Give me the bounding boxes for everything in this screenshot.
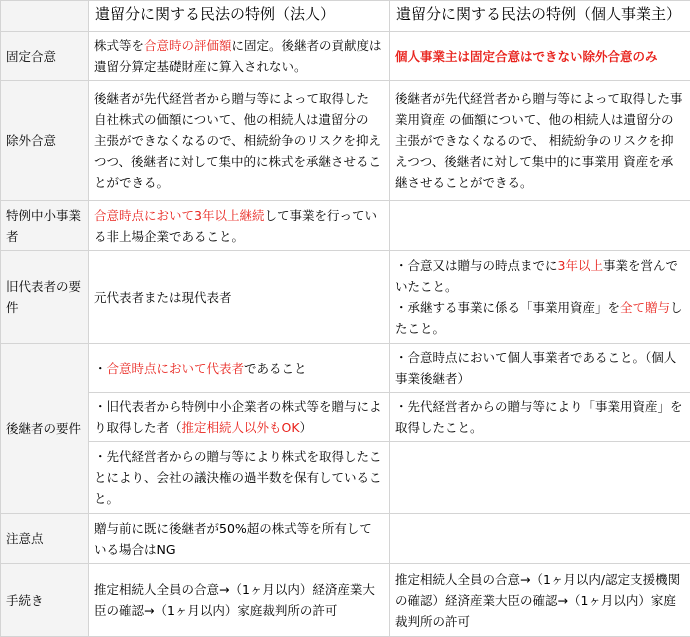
cell-individual: 個人事業主は固定合意はできない除外合意のみ: [390, 32, 690, 81]
cell-individual-empty: [390, 201, 690, 251]
row-notes: [1, 514, 690, 564]
header-corner: [1, 1, 89, 32]
row-exclusion-agreement: [1, 81, 690, 201]
row-procedure: [1, 564, 690, 637]
header-individual: 遺留分に関する民法の特例（個人事業主）: [390, 1, 690, 32]
cell-corporate: 株式等を合意時の評価額に固定。後継者の貢献度は遺留分算定基礎財産に算入されない。: [89, 32, 390, 81]
cell-corporate: 推定相続人全員の合意→（1ヶ月以内）経済産業大臣の確認→（1ヶ月以内）家庭裁判所の許可: [89, 564, 390, 637]
row-successor-requirements-3: [1, 442, 690, 514]
row-label: 後継者の要件: [1, 344, 89, 514]
cell-individual: ・先代経営者からの贈与等により「事業用資産」を取得したこと。: [390, 393, 690, 442]
highlight-text: 全て贈与: [620, 300, 670, 315]
cell-individual: 後継者が先代経営者から贈与等によって取得した事業用資産 の価額について、他の相続人は遺留分の主張ができなくなるので、 相続紛争のリスクを抑えつつ、後継者に対して集中的に事業用 資産を承継させることができる。: [390, 81, 690, 201]
row-successor-requirements-2: [1, 393, 690, 442]
highlight-text: 合意時点において3年以上継続: [94, 208, 264, 223]
requirement-item: ・承継する事業に係る「事業用資産」を全て贈与したこと。: [395, 297, 685, 339]
cell-corporate: 後継者が先代経営者から贈与等によって取得した 自社株式の価額について、他の相続人は遺留分の 主張ができなくなるので、相続紛争のリスクを抑えつつ、後継者に対して集中的に株式を承継させることができる。: [89, 81, 390, 201]
row-fixed-agreement: [1, 32, 690, 81]
cell-corporate: 合意時点において3年以上継続して事業を行っている非上場企業であること。: [89, 201, 390, 251]
cell-individual: ・合意時点において個人事業者であること。（個人事業後継者）: [390, 344, 690, 393]
row-successor-requirements: [1, 344, 690, 393]
cell-individual-empty: [390, 442, 690, 514]
highlight-text: 推定相続人以外もOK: [182, 420, 300, 435]
header-row: [1, 1, 690, 32]
cell-individual: 推定相続人全員の合意→（1ヶ月以内/認定支援機関の確認）経済産業大臣の確認→（1ヶ月以内）家庭裁判所の許可: [390, 564, 690, 637]
row-special-sme: [1, 201, 690, 251]
cell-individual: [390, 251, 690, 344]
row-label: 注意点: [1, 514, 89, 564]
header-corporate: 遺留分に関する民法の特例（法人）: [89, 1, 390, 32]
row-label: 特例中小事業者: [1, 201, 89, 251]
row-predecessor-requirements: [1, 251, 690, 344]
row-label: 固定合意: [1, 32, 89, 81]
cell-corporate: ・合意時点において代表者であること: [89, 344, 390, 393]
requirement-item: ・合意又は贈与の時点までに3年以上事業を営んでいたこと。: [395, 255, 685, 297]
cell-corporate: 元代表者または現代表者: [89, 251, 390, 344]
row-label: 手続き: [1, 564, 89, 637]
cell-corporate: 贈与前に既に後継者が50%超の株式等を所有している場合はNG: [89, 514, 390, 564]
cell-corporate: ・旧代表者から特例中小企業者の株式等を贈与により取得した者（推定相続人以外もOK）: [89, 393, 390, 442]
cell-corporate: ・先代経営者からの贈与等により株式を取得したことにより、会社の議決権の過半数を保有していること。: [89, 442, 390, 514]
cell-individual-empty: [390, 514, 690, 564]
highlight-text: 合意時の評価額: [144, 38, 232, 53]
row-label: 除外合意: [1, 81, 89, 201]
highlight-text: 3年以上: [558, 258, 603, 273]
row-label: 旧代表者の要件: [1, 251, 89, 344]
highlight-text: 合意時点において代表者: [107, 361, 245, 376]
